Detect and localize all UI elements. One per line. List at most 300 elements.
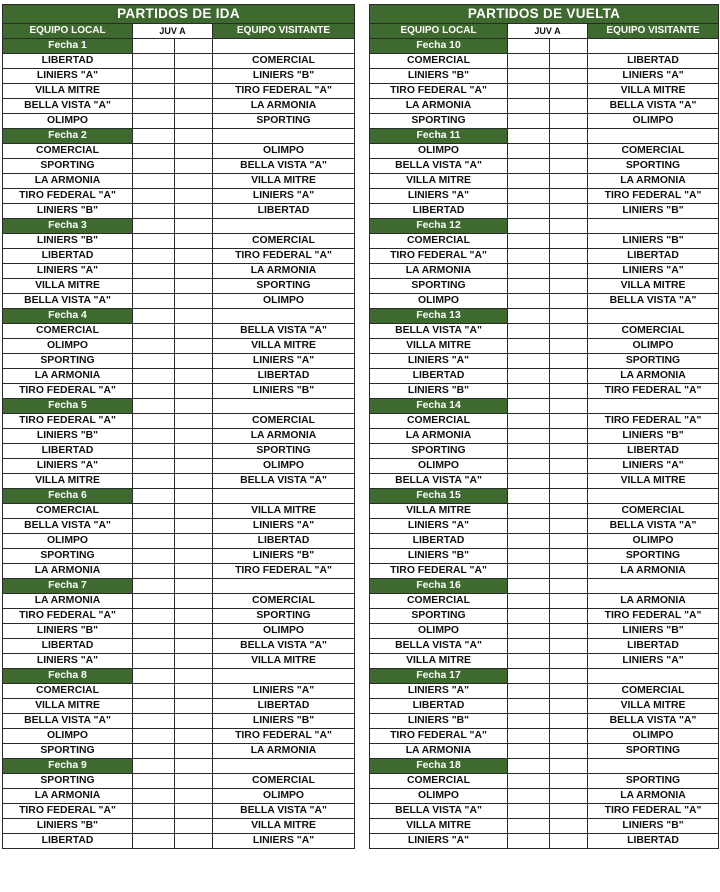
match-row [3, 429, 355, 444]
fecha-row [370, 219, 719, 234]
match-row [3, 159, 355, 174]
score-away-cell [550, 354, 588, 369]
home-team: BELLA VISTA "A" [370, 474, 508, 489]
away-team: LINIERS "B" [588, 819, 719, 834]
fecha-label: Fecha 12 [370, 219, 508, 234]
match-row [370, 339, 719, 354]
home-team: BELLA VISTA "A" [370, 639, 508, 654]
score-home-cell [508, 324, 550, 339]
score-away-cell [550, 609, 588, 624]
score-home-cell [508, 279, 550, 294]
match-row [3, 744, 355, 759]
score-home-cell [133, 264, 175, 279]
fecha-blank [213, 489, 355, 504]
match-row [370, 684, 719, 699]
score-home-cell [508, 654, 550, 669]
score-home-cell [508, 624, 550, 639]
score-home-cell [508, 54, 550, 69]
match-row [370, 564, 719, 579]
score-away-cell [550, 654, 588, 669]
score-away-cell [550, 324, 588, 339]
score-away-cell [175, 729, 213, 744]
score-away-cell [550, 594, 588, 609]
fecha-blank [508, 309, 550, 324]
score-away-cell [175, 249, 213, 264]
score-away-cell [550, 114, 588, 129]
column-header-row [370, 24, 719, 39]
score-away-cell [175, 639, 213, 654]
score-away-cell [550, 744, 588, 759]
home-team: BELLA VISTA "A" [370, 159, 508, 174]
score-away-cell [175, 324, 213, 339]
away-team: LINIERS "A" [213, 519, 355, 534]
score-home-cell [508, 744, 550, 759]
fecha-blank [133, 399, 175, 414]
fecha-blank [133, 489, 175, 504]
match-row [3, 654, 355, 669]
fecha-row [370, 39, 719, 54]
score-away-cell [550, 789, 588, 804]
away-team: TIRO FEDERAL "A" [588, 414, 719, 429]
home-team: TIRO FEDERAL "A" [3, 414, 133, 429]
home-team: OLIMPO [370, 789, 508, 804]
score-home-cell [133, 714, 175, 729]
header-local: EQUIPO LOCAL [370, 24, 508, 39]
match-row [370, 69, 719, 84]
score-home-cell [508, 144, 550, 159]
match-row [3, 564, 355, 579]
away-team: OLIMPO [588, 339, 719, 354]
away-team: LIBERTAD [213, 534, 355, 549]
match-row [3, 369, 355, 384]
match-row [370, 534, 719, 549]
away-team: TIRO FEDERAL "A" [588, 609, 719, 624]
fecha-row [370, 309, 719, 324]
away-team: LIBERTAD [588, 834, 719, 849]
home-team: LA ARMONIA [3, 369, 133, 384]
home-team: LIBERTAD [3, 834, 133, 849]
home-team: LINIERS "B" [3, 819, 133, 834]
match-row [3, 504, 355, 519]
away-team: TIRO FEDERAL "A" [588, 384, 719, 399]
fecha-blank [133, 759, 175, 774]
match-row [3, 234, 355, 249]
score-away-cell [550, 834, 588, 849]
fecha-blank [213, 219, 355, 234]
fecha-blank [213, 579, 355, 594]
home-team: OLIMPO [3, 114, 133, 129]
away-team: BELLA VISTA "A" [213, 324, 355, 339]
match-row [3, 204, 355, 219]
away-team: LINIERS "A" [213, 354, 355, 369]
score-home-cell [133, 339, 175, 354]
match-row [370, 204, 719, 219]
home-team: VILLA MITRE [370, 339, 508, 354]
home-team: LINIERS "B" [3, 204, 133, 219]
score-away-cell [550, 84, 588, 99]
away-team: LIBERTAD [588, 249, 719, 264]
fecha-label: Fecha 5 [3, 399, 133, 414]
header-visitor: EQUIPO VISITANTE [588, 24, 719, 39]
score-away-cell [550, 474, 588, 489]
home-team: LINIERS "B" [370, 69, 508, 84]
score-away-cell [175, 594, 213, 609]
fecha-row [3, 579, 355, 594]
fecha-blank [133, 39, 175, 54]
away-team: LINIERS "A" [588, 69, 719, 84]
score-home-cell [133, 804, 175, 819]
score-home-cell [508, 234, 550, 249]
match-row [3, 549, 355, 564]
fecha-blank [213, 39, 355, 54]
away-team: VILLA MITRE [588, 699, 719, 714]
score-home-cell [508, 564, 550, 579]
score-home-cell [133, 294, 175, 309]
away-team: BELLA VISTA "A" [213, 159, 355, 174]
fecha-row [3, 399, 355, 414]
home-team: TIRO FEDERAL "A" [3, 189, 133, 204]
home-team: VILLA MITRE [370, 174, 508, 189]
away-team: OLIMPO [213, 789, 355, 804]
home-team: LINIERS "A" [370, 189, 508, 204]
fecha-blank [133, 309, 175, 324]
score-home-cell [508, 354, 550, 369]
score-away-cell [550, 144, 588, 159]
away-team: LINIERS "A" [588, 654, 719, 669]
fecha-blank [175, 759, 213, 774]
away-team: SPORTING [588, 354, 719, 369]
home-team: TIRO FEDERAL "A" [370, 729, 508, 744]
fecha-row [370, 759, 719, 774]
fecha-row [370, 399, 719, 414]
match-row [3, 384, 355, 399]
away-team: SPORTING [588, 159, 719, 174]
score-home-cell [508, 699, 550, 714]
fecha-blank [175, 489, 213, 504]
score-home-cell [508, 249, 550, 264]
score-home-cell [133, 414, 175, 429]
score-home-cell [133, 444, 175, 459]
home-team: LINIERS "A" [370, 684, 508, 699]
fecha-label: Fecha 7 [3, 579, 133, 594]
home-team: SPORTING [3, 354, 133, 369]
home-team: OLIMPO [370, 294, 508, 309]
match-row [370, 774, 719, 789]
match-row [3, 459, 355, 474]
away-team: VILLA MITRE [588, 279, 719, 294]
away-team: TIRO FEDERAL "A" [588, 189, 719, 204]
score-home-cell [508, 69, 550, 84]
home-team: SPORTING [3, 774, 133, 789]
fecha-label: Fecha 8 [3, 669, 133, 684]
match-row [370, 834, 719, 849]
score-away-cell [550, 384, 588, 399]
match-row [3, 249, 355, 264]
fecha-blank [175, 39, 213, 54]
away-team: LA ARMONIA [213, 99, 355, 114]
match-row [370, 519, 719, 534]
score-away-cell [175, 234, 213, 249]
score-away-cell [550, 774, 588, 789]
score-away-cell [550, 534, 588, 549]
score-away-cell [175, 819, 213, 834]
score-home-cell [133, 159, 175, 174]
score-away-cell [550, 279, 588, 294]
away-team: LA ARMONIA [588, 594, 719, 609]
score-away-cell [175, 744, 213, 759]
fecha-blank [175, 399, 213, 414]
score-home-cell [133, 729, 175, 744]
match-row [370, 804, 719, 819]
score-home-cell [508, 474, 550, 489]
match-row [3, 144, 355, 159]
score-home-cell [508, 264, 550, 279]
away-team: SPORTING [213, 609, 355, 624]
match-row [3, 594, 355, 609]
fixture-table-ida [2, 4, 355, 849]
score-away-cell [550, 564, 588, 579]
fecha-label: Fecha 4 [3, 309, 133, 324]
score-home-cell [133, 609, 175, 624]
fecha-label: Fecha 6 [3, 489, 133, 504]
score-away-cell [175, 204, 213, 219]
home-team: LINIERS "A" [3, 264, 133, 279]
score-away-cell [175, 834, 213, 849]
match-row [370, 414, 719, 429]
home-team: LA ARMONIA [3, 174, 133, 189]
away-team: LIBERTAD [588, 54, 719, 69]
home-team: LINIERS "A" [3, 459, 133, 474]
match-row [370, 699, 719, 714]
score-home-cell [508, 684, 550, 699]
score-home-cell [508, 549, 550, 564]
away-team: COMERCIAL [213, 54, 355, 69]
match-row [370, 189, 719, 204]
fecha-blank [175, 579, 213, 594]
score-away-cell [175, 444, 213, 459]
score-away-cell [175, 624, 213, 639]
score-away-cell [550, 204, 588, 219]
score-away-cell [550, 804, 588, 819]
fecha-row [3, 489, 355, 504]
match-row [370, 294, 719, 309]
fecha-blank [508, 39, 550, 54]
match-row [3, 294, 355, 309]
home-team: LIBERTAD [3, 249, 133, 264]
score-home-cell [133, 684, 175, 699]
home-team: OLIMPO [370, 624, 508, 639]
score-away-cell [550, 549, 588, 564]
score-home-cell [508, 594, 550, 609]
fecha-blank [550, 219, 588, 234]
score-home-cell [133, 789, 175, 804]
fecha-label: Fecha 3 [3, 219, 133, 234]
match-row [370, 324, 719, 339]
score-home-cell [508, 459, 550, 474]
home-team: LINIERS "A" [370, 519, 508, 534]
match-row [3, 174, 355, 189]
away-team: SPORTING [588, 744, 719, 759]
score-home-cell [133, 429, 175, 444]
match-row [3, 99, 355, 114]
score-home-cell [508, 159, 550, 174]
match-row [3, 414, 355, 429]
score-away-cell [550, 189, 588, 204]
score-home-cell [508, 819, 550, 834]
fecha-label: Fecha 1 [3, 39, 133, 54]
score-home-cell [508, 804, 550, 819]
score-home-cell [508, 519, 550, 534]
away-team: VILLA MITRE [213, 504, 355, 519]
section-title: PARTIDOS DE IDA [3, 5, 355, 24]
score-home-cell [133, 54, 175, 69]
fecha-blank [133, 219, 175, 234]
section-title: PARTIDOS DE VUELTA [370, 5, 719, 24]
score-away-cell [175, 84, 213, 99]
score-away-cell [175, 54, 213, 69]
score-home-cell [508, 189, 550, 204]
match-row [370, 429, 719, 444]
home-team: LINIERS "B" [370, 549, 508, 564]
home-team: BELLA VISTA "A" [3, 714, 133, 729]
home-team: OLIMPO [370, 459, 508, 474]
away-team: LINIERS "B" [588, 234, 719, 249]
match-row [370, 504, 719, 519]
score-home-cell [133, 249, 175, 264]
header-juv: JUV A [508, 24, 588, 39]
fecha-blank [175, 219, 213, 234]
match-row [3, 114, 355, 129]
score-away-cell [550, 339, 588, 354]
score-away-cell [550, 699, 588, 714]
match-row [370, 624, 719, 639]
home-team: OLIMPO [370, 144, 508, 159]
match-row [3, 69, 355, 84]
score-home-cell [508, 384, 550, 399]
score-home-cell [508, 444, 550, 459]
away-team: LA ARMONIA [213, 744, 355, 759]
score-home-cell [133, 519, 175, 534]
score-home-cell [133, 189, 175, 204]
fecha-label: Fecha 10 [370, 39, 508, 54]
score-home-cell [133, 624, 175, 639]
score-home-cell [508, 534, 550, 549]
match-row [3, 534, 355, 549]
fecha-blank [508, 669, 550, 684]
away-team: BELLA VISTA "A" [588, 99, 719, 114]
score-away-cell [175, 699, 213, 714]
score-home-cell [133, 234, 175, 249]
score-home-cell [133, 549, 175, 564]
home-team: COMERCIAL [370, 414, 508, 429]
match-row [370, 474, 719, 489]
match-row [3, 834, 355, 849]
away-team: VILLA MITRE [588, 474, 719, 489]
score-away-cell [175, 549, 213, 564]
score-home-cell [133, 819, 175, 834]
match-row [370, 609, 719, 624]
away-team: VILLA MITRE [213, 339, 355, 354]
home-team: LA ARMONIA [3, 789, 133, 804]
score-away-cell [175, 339, 213, 354]
score-away-cell [175, 369, 213, 384]
score-away-cell [175, 429, 213, 444]
away-team: COMERCIAL [588, 144, 719, 159]
home-team: LIBERTAD [370, 699, 508, 714]
fecha-blank [550, 669, 588, 684]
home-team: LA ARMONIA [3, 564, 133, 579]
home-team: LA ARMONIA [370, 429, 508, 444]
score-away-cell [550, 264, 588, 279]
home-team: LIBERTAD [3, 639, 133, 654]
score-away-cell [175, 534, 213, 549]
home-team: COMERCIAL [3, 684, 133, 699]
fecha-blank [588, 309, 719, 324]
away-team: LA ARMONIA [588, 174, 719, 189]
score-home-cell [133, 279, 175, 294]
away-team: BELLA VISTA "A" [213, 639, 355, 654]
home-team: LINIERS "B" [3, 624, 133, 639]
score-away-cell [175, 114, 213, 129]
score-away-cell [175, 804, 213, 819]
match-row [3, 189, 355, 204]
home-team: LINIERS "B" [370, 384, 508, 399]
fecha-blank [213, 129, 355, 144]
home-team: TIRO FEDERAL "A" [370, 84, 508, 99]
away-team: VILLA MITRE [213, 654, 355, 669]
score-away-cell [550, 819, 588, 834]
score-home-cell [133, 354, 175, 369]
home-team: TIRO FEDERAL "A" [3, 384, 133, 399]
away-team: BELLA VISTA "A" [588, 519, 719, 534]
home-team: LIBERTAD [3, 444, 133, 459]
fecha-row [370, 579, 719, 594]
match-row [3, 699, 355, 714]
home-team: SPORTING [370, 279, 508, 294]
fecha-label: Fecha 11 [370, 129, 508, 144]
home-team: VILLA MITRE [3, 279, 133, 294]
match-row [3, 624, 355, 639]
away-team: LA ARMONIA [213, 264, 355, 279]
match-row [370, 54, 719, 69]
header-local: EQUIPO LOCAL [3, 24, 133, 39]
home-team: LA ARMONIA [370, 744, 508, 759]
away-team: LINIERS "A" [213, 684, 355, 699]
fecha-blank [588, 579, 719, 594]
home-team: LIBERTAD [370, 369, 508, 384]
score-home-cell [508, 504, 550, 519]
match-row [3, 819, 355, 834]
away-team: LINIERS "B" [588, 624, 719, 639]
home-team: COMERCIAL [370, 774, 508, 789]
away-team: LINIERS "A" [588, 264, 719, 279]
score-home-cell [133, 774, 175, 789]
home-team: BELLA VISTA "A" [3, 519, 133, 534]
home-team: OLIMPO [3, 534, 133, 549]
home-team: SPORTING [3, 159, 133, 174]
score-home-cell [133, 564, 175, 579]
fecha-blank [588, 669, 719, 684]
fecha-blank [508, 759, 550, 774]
score-away-cell [175, 609, 213, 624]
home-team: LIBERTAD [370, 204, 508, 219]
score-home-cell [508, 174, 550, 189]
fecha-label: Fecha 16 [370, 579, 508, 594]
match-row [370, 99, 719, 114]
score-home-cell [508, 339, 550, 354]
score-home-cell [133, 114, 175, 129]
fecha-blank [175, 669, 213, 684]
